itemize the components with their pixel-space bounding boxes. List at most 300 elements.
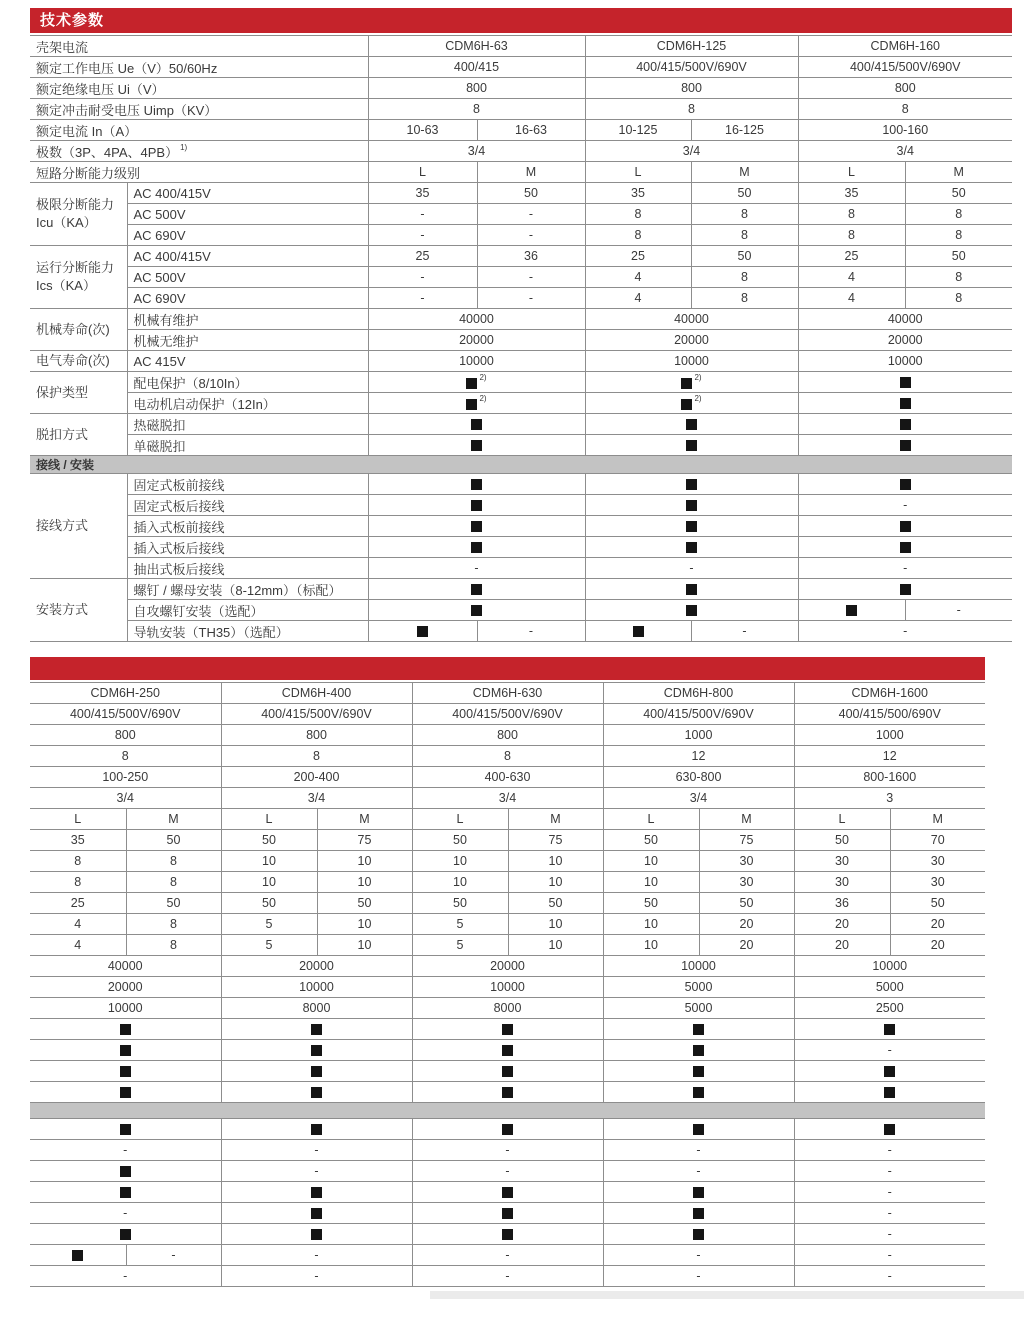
value-cell: - [30,1203,221,1224]
filled-square-mark [681,378,692,389]
model-header: CDM6H-400 [221,683,412,704]
footnote-marker: 2) [694,373,702,383]
value-cell: 10-125 [585,120,691,141]
value-cell: 10000 [221,977,412,998]
availability-mark-cell [585,372,798,393]
availability-mark-cell [603,1019,794,1040]
value-cell: - [794,1182,985,1203]
footnote-marker: 2) [694,394,702,404]
value-cell: 4 [30,935,126,956]
availability-mark-cell [30,1245,126,1266]
value-cell: 30 [794,872,890,893]
value-cell: L [603,809,699,830]
value-cell: - [794,1203,985,1224]
value-cell: 630-800 [603,767,794,788]
value-cell: 10 [221,851,317,872]
availability-mark-cell [603,1082,794,1103]
availability-mark-cell [585,414,798,435]
value-cell: L [221,809,317,830]
value-cell: 8 [368,99,585,120]
value-cell: - [368,204,477,225]
value-cell: 10 [603,914,699,935]
value-cell: 800 [798,78,1012,99]
availability-mark-cell [368,393,585,414]
value-cell: 5000 [794,977,985,998]
table-gap [30,642,1024,657]
filled-square-mark [120,1024,131,1035]
value-cell: 400-630 [412,767,603,788]
value-cell: 12 [603,746,794,767]
value-cell: 8 [30,872,126,893]
value-cell: 8 [905,267,1012,288]
value-cell: 40000 [798,309,1012,330]
value-cell: 8 [905,288,1012,309]
value-cell: 10 [221,872,317,893]
availability-mark-cell [603,1119,794,1140]
filled-square-mark [471,419,482,430]
filled-square-mark [900,542,911,553]
availability-mark-cell [368,579,585,600]
availability-mark-cell [798,600,905,621]
value-cell: 10 [317,935,412,956]
value-cell: 8 [126,872,221,893]
value-cell: 3 [794,788,985,809]
value-cell: 16-125 [691,120,798,141]
value-cell: 10 [603,851,699,872]
filled-square-mark [686,605,697,616]
row-label-cell: 额定绝缘电压 Ui（V） [30,78,368,99]
value-cell: 10 [508,914,603,935]
value-cell: 400/415/500V/690V [603,704,794,725]
value-cell: 400/415/500V/690V [412,704,603,725]
availability-mark-cell [798,372,1012,393]
filled-square-mark [900,521,911,532]
value-cell: 50 [699,893,794,914]
availability-mark-cell [368,414,585,435]
model-header: CDM6H-800 [603,683,794,704]
availability-mark-cell [798,537,1012,558]
availability-mark-cell [412,1019,603,1040]
value-cell: 800 [30,725,221,746]
value-cell: 3/4 [798,141,1012,162]
availability-mark-cell [368,600,585,621]
value-cell: 35 [368,183,477,204]
availability-mark-cell [368,537,585,558]
row-group-elec-life: 电气寿命(次) [30,351,127,372]
value-cell: 10 [317,872,412,893]
value-cell: 3/4 [603,788,794,809]
value-cell: L [794,809,890,830]
row-label-cell: 额定工作电压 Ue（V）50/60Hz [30,57,368,78]
value-cell: 16-63 [477,120,585,141]
value-cell: - [368,288,477,309]
value-cell: 8 [126,935,221,956]
availability-mark-cell [798,414,1012,435]
filled-square-mark [120,1066,131,1077]
spec-table-large-frames [30,682,985,1287]
value-cell: - [477,288,585,309]
value-cell: 20 [794,914,890,935]
value-cell: 36 [794,893,890,914]
availability-mark-cell [585,537,798,558]
footnote-marker: 2) [479,373,487,383]
availability-mark-cell [794,1082,985,1103]
value-cell: 12 [794,746,985,767]
value-cell: - [794,1224,985,1245]
filled-square-mark [311,1066,322,1077]
availability-mark-cell [221,1182,412,1203]
value-cell: 800 [412,725,603,746]
value-cell: 8 [905,204,1012,225]
value-cell: 20 [794,935,890,956]
row-label-cell: AC 690V [127,225,368,246]
value-cell: - [585,558,798,579]
value-cell: 8 [691,225,798,246]
filled-square-mark [686,542,697,553]
filled-square-mark [471,521,482,532]
availability-mark-cell [412,1082,603,1103]
footnote-marker: 2) [479,394,487,404]
value-cell: 50 [317,893,412,914]
value-cell: - [368,558,585,579]
value-cell: 3/4 [30,788,221,809]
filled-square-mark [693,1229,704,1240]
availability-mark-cell [368,516,585,537]
filled-square-mark [120,1124,131,1135]
filled-square-mark [900,398,911,409]
value-cell: 4 [585,267,691,288]
value-cell: L [412,809,508,830]
filled-square-mark [693,1024,704,1035]
value-cell: - [368,225,477,246]
filled-square-mark [693,1087,704,1098]
availability-mark-cell [221,1061,412,1082]
value-cell: 400/415/500V/690V [30,704,221,725]
value-cell: M [508,809,603,830]
availability-mark-cell [368,372,585,393]
availability-mark-cell [585,516,798,537]
value-cell: - [126,1245,221,1266]
filled-square-mark [502,1124,513,1135]
availability-mark-cell [412,1040,603,1061]
availability-mark-cell [221,1040,412,1061]
filled-square-mark [686,419,697,430]
value-cell: - [691,621,798,642]
value-cell: 1000 [794,725,985,746]
value-cell: - [798,495,1012,516]
filled-square-mark [693,1045,704,1056]
filled-square-mark [502,1229,513,1240]
filled-square-mark [693,1124,704,1135]
availability-mark-cell [221,1224,412,1245]
filled-square-mark [686,500,697,511]
value-cell: 10 [508,935,603,956]
value-cell: 8 [412,746,603,767]
row-label-cell: 额定电流 In（A） [30,120,368,141]
value-cell: 1000 [603,725,794,746]
filled-square-mark [502,1208,513,1219]
value-cell: - [603,1266,794,1287]
filled-square-mark [900,419,911,430]
value-cell: - [412,1161,603,1182]
filled-square-mark [686,521,697,532]
row-label-cell: AC 500V [127,267,368,288]
value-cell: - [794,1161,985,1182]
filled-square-mark [693,1187,704,1198]
value-cell: 800 [585,78,798,99]
row-label-cell: 导轨安装（TH35）（选配） [127,621,368,642]
availability-mark-cell [798,435,1012,456]
value-cell: - [30,1140,221,1161]
filled-square-mark [686,584,697,595]
value-cell: 8 [30,746,221,767]
value-cell: 10 [412,851,508,872]
value-cell: 10 [508,851,603,872]
filled-square-mark [693,1066,704,1077]
availability-mark-cell [798,516,1012,537]
model-header: CDM6H-125 [585,36,798,57]
value-cell: 50 [508,893,603,914]
value-cell: 5000 [603,977,794,998]
filled-square-mark [311,1208,322,1219]
row-label-cell: 热磁脱扣 [127,414,368,435]
availability-mark-cell [585,621,691,642]
availability-mark-cell [30,1119,221,1140]
row-label-cell: AC 400/415V [127,246,368,267]
filled-square-mark [900,377,911,388]
value-cell: L [30,809,126,830]
value-cell: 4 [585,288,691,309]
availability-mark-cell [368,495,585,516]
value-cell: 50 [221,893,317,914]
value-cell: - [221,1266,412,1287]
value-cell: - [794,1040,985,1061]
value-cell: 50 [221,830,317,851]
availability-mark-cell [603,1203,794,1224]
value-cell: 50 [890,893,985,914]
availability-mark-cell [794,1119,985,1140]
value-cell: 8 [585,204,691,225]
value-cell: 5 [412,914,508,935]
availability-mark-cell [30,1182,221,1203]
value-cell: 3/4 [412,788,603,809]
value-cell: 100-160 [798,120,1012,141]
row-label-cell: AC 500V [127,204,368,225]
filled-square-mark [120,1229,131,1240]
value-cell: 25 [585,246,691,267]
availability-mark-cell [30,1161,221,1182]
value-cell: 10 [603,872,699,893]
filled-square-mark [120,1045,131,1056]
filled-square-mark [884,1024,895,1035]
value-cell: 5 [221,935,317,956]
value-cell: 35 [30,830,126,851]
availability-mark-cell [798,474,1012,495]
value-cell: 8000 [221,998,412,1019]
row-label-cell: AC 400/415V [127,183,368,204]
value-cell: 8 [126,851,221,872]
availability-mark-cell [794,1019,985,1040]
row-label-cell: 固定式板后接线 [127,495,368,516]
value-cell: M [905,162,1012,183]
value-cell: - [603,1161,794,1182]
value-cell: 20000 [221,956,412,977]
value-cell: 8 [30,851,126,872]
row-label-cell: 极数（3P、4PA、4PB） $^{1)}$ [30,141,368,162]
value-cell: 50 [603,893,699,914]
availability-mark-cell [30,1019,221,1040]
value-cell: 30 [794,851,890,872]
value-cell: 8 [691,288,798,309]
value-cell: 10000 [368,351,585,372]
filled-square-mark [417,626,428,637]
value-cell: 8 [221,746,412,767]
filled-square-mark [884,1124,895,1135]
value-cell: - [794,1245,985,1266]
row-group-icu: 极限分断能力 Icu（KA） [30,183,127,246]
filled-square-mark [502,1066,513,1077]
value-cell: 75 [317,830,412,851]
value-cell: 10 [603,935,699,956]
value-cell: 8 [585,225,691,246]
value-cell: 800 [368,78,585,99]
model-header: CDM6H-630 [412,683,603,704]
filled-square-mark [681,399,692,410]
row-label-cell: 额定冲击耐受电压 Uimp（KV） [30,99,368,120]
availability-mark-cell [603,1061,794,1082]
availability-mark-cell [585,393,798,414]
page-title: 技术参数 [30,8,1012,33]
row-label-cell: 插入式板前接线 [127,516,368,537]
availability-mark-cell [221,1082,412,1103]
value-cell: 4 [798,267,905,288]
value-cell: 5 [412,935,508,956]
value-cell: 4 [798,288,905,309]
value-cell: 50 [794,830,890,851]
value-cell: 20000 [368,330,585,351]
value-cell: 25 [798,246,905,267]
filled-square-mark [686,479,697,490]
row-group-protection: 保护类型 [30,372,127,414]
availability-mark-cell [585,579,798,600]
availability-mark-cell [412,1224,603,1245]
value-cell: 20000 [412,956,603,977]
value-cell: - [221,1161,412,1182]
value-cell: M [890,809,985,830]
value-cell: 8 [585,99,798,120]
value-cell: 50 [412,893,508,914]
value-cell: 10 [508,872,603,893]
filled-square-mark [311,1024,322,1035]
filled-square-mark [884,1066,895,1077]
value-cell: 40000 [585,309,798,330]
value-cell: 35 [798,183,905,204]
filled-square-mark [311,1087,322,1098]
value-cell: - [477,621,585,642]
value-cell: 10000 [794,956,985,977]
availability-mark-cell [603,1182,794,1203]
value-cell: 30 [699,872,794,893]
availability-mark-cell [30,1061,221,1082]
availability-mark-cell [221,1203,412,1224]
availability-mark-cell [412,1119,603,1140]
availability-mark-cell [585,435,798,456]
value-cell: M [126,809,221,830]
value-cell: 20000 [30,977,221,998]
value-cell: 50 [691,183,798,204]
row-label-cell: 自攻螺钉安装（选配） [127,600,368,621]
value-cell: 36 [477,246,585,267]
value-cell: 8 [905,225,1012,246]
availability-mark-cell [585,495,798,516]
value-cell: 50 [126,830,221,851]
filled-square-mark [471,500,482,511]
value-cell: - [477,267,585,288]
model-header: CDM6H-250 [30,683,221,704]
value-cell: 800-1600 [794,767,985,788]
value-cell: 20000 [585,330,798,351]
filled-square-mark [686,440,697,451]
value-cell: 400/415/500/690V [794,704,985,725]
value-cell: 3/4 [368,141,585,162]
value-cell: - [798,558,1012,579]
availability-mark-cell [585,600,798,621]
value-cell: M [317,809,412,830]
filled-square-mark [502,1045,513,1056]
value-cell: 50 [905,246,1012,267]
model-header: CDM6H-63 [368,36,585,57]
value-cell: 75 [699,830,794,851]
value-cell: 400/415/500V/690V [798,57,1012,78]
availability-mark-cell [412,1061,603,1082]
value-cell: 20000 [798,330,1012,351]
value-cell: 10000 [30,998,221,1019]
filled-square-mark [466,378,477,389]
filled-square-mark [471,542,482,553]
value-cell: 5 [221,914,317,935]
value-cell: - [30,1266,221,1287]
availability-mark-cell [368,474,585,495]
value-cell: 10000 [603,956,794,977]
model-header: CDM6H-160 [798,36,1012,57]
filled-square-mark [900,479,911,490]
availability-mark-cell [412,1182,603,1203]
availability-mark-cell [368,435,585,456]
value-cell: 20 [890,935,985,956]
row-label-cell: AC 415V [127,351,368,372]
availability-mark-cell [603,1040,794,1061]
value-cell: 20 [699,935,794,956]
value-cell: 40000 [368,309,585,330]
value-cell: 400/415 [368,57,585,78]
filled-square-mark [72,1250,83,1261]
spec-table-small-frames [30,35,1012,642]
filled-square-mark [311,1187,322,1198]
filled-square-mark [120,1187,131,1198]
filled-square-mark [633,626,644,637]
value-cell: 50 [691,246,798,267]
value-cell: 30 [890,851,985,872]
filled-square-mark [900,584,911,595]
value-cell: M [699,809,794,830]
value-cell: 2500 [794,998,985,1019]
filled-square-mark [120,1166,131,1177]
value-cell: 75 [508,830,603,851]
value-cell: 200-400 [221,767,412,788]
value-cell: - [221,1245,412,1266]
availability-mark-cell [585,474,798,495]
row-label-cell: AC 690V [127,288,368,309]
